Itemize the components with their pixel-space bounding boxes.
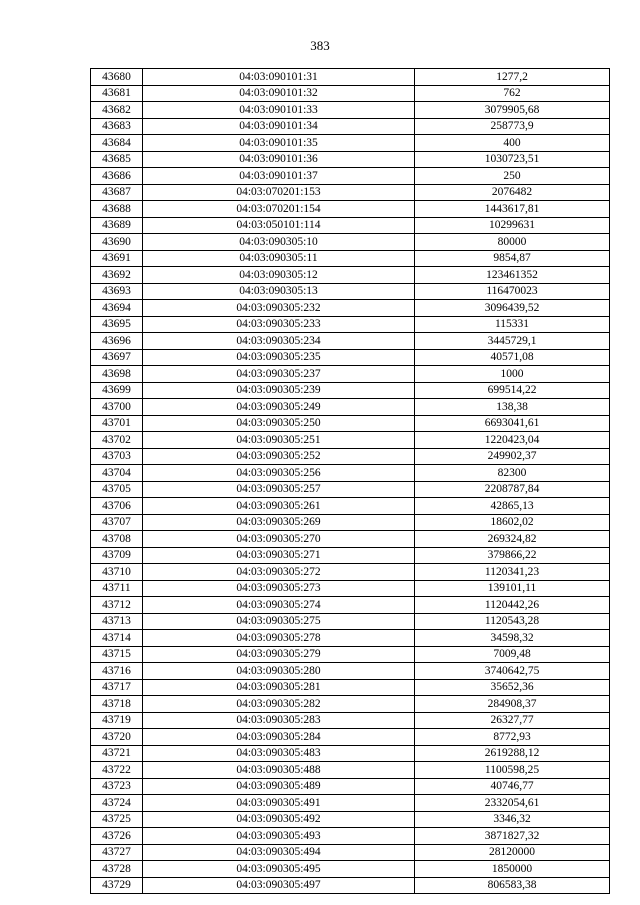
table-row <box>91 597 610 614</box>
row-number-cell: 43708 <box>91 531 143 548</box>
cadastral-number-cell: 04:03:090305:239 <box>143 382 415 399</box>
table-row <box>91 663 610 680</box>
cadastral-number-cell: 04:03:090101:37 <box>143 168 415 185</box>
row-number-cell: 43707 <box>91 514 143 531</box>
cadastral-number-cell: 04:03:090305:252 <box>143 448 415 465</box>
value-cell: 34598,32 <box>415 630 610 647</box>
value-cell: 1000 <box>415 366 610 383</box>
cadastral-number-cell: 04:03:090305:232 <box>143 300 415 317</box>
page-number: 383 <box>310 38 330 53</box>
cadastral-number-cell: 04:03:090305:234 <box>143 333 415 350</box>
row-number-cell: 43724 <box>91 795 143 812</box>
value-cell: 115331 <box>415 316 610 333</box>
value-cell: 1443617,81 <box>415 201 610 218</box>
value-cell: 249902,37 <box>415 448 610 465</box>
value-cell: 35652,36 <box>415 679 610 696</box>
table-row <box>91 448 610 465</box>
cadastral-number-cell: 04:03:090305:233 <box>143 316 415 333</box>
row-number-cell: 43720 <box>91 729 143 746</box>
value-cell: 138,38 <box>415 399 610 416</box>
cadastral-number-cell: 04:03:090305:250 <box>143 415 415 432</box>
row-number-cell: 43709 <box>91 547 143 564</box>
row-number-cell: 43682 <box>91 102 143 119</box>
row-number-cell: 43684 <box>91 135 143 152</box>
table-row <box>91 745 610 762</box>
table-row <box>91 217 610 234</box>
value-cell: 1850000 <box>415 861 610 878</box>
table-row <box>91 877 610 894</box>
table-row <box>91 844 610 861</box>
value-cell: 1120442,26 <box>415 597 610 614</box>
row-number-cell: 43714 <box>91 630 143 647</box>
table-row <box>91 861 610 878</box>
table-row <box>91 696 610 713</box>
value-cell: 379866,22 <box>415 547 610 564</box>
table-row <box>91 366 610 383</box>
row-number-cell: 43693 <box>91 283 143 300</box>
row-number-cell: 43713 <box>91 613 143 630</box>
cadastral-number-cell: 04:03:090305:278 <box>143 630 415 647</box>
row-number-cell: 43699 <box>91 382 143 399</box>
row-number-cell: 43704 <box>91 465 143 482</box>
table-row <box>91 399 610 416</box>
table-row <box>91 547 610 564</box>
row-number-cell: 43710 <box>91 564 143 581</box>
row-number-cell: 43729 <box>91 877 143 894</box>
row-number-cell: 43686 <box>91 168 143 185</box>
value-cell: 762 <box>415 85 610 102</box>
table-row <box>91 382 610 399</box>
row-number-cell: 43722 <box>91 762 143 779</box>
table-row <box>91 201 610 218</box>
table-row <box>91 564 610 581</box>
table-row <box>91 729 610 746</box>
table-row <box>91 679 610 696</box>
value-cell: 2619288,12 <box>415 745 610 762</box>
value-cell: 284908,37 <box>415 696 610 713</box>
cadastral-number-cell: 04:03:090305:271 <box>143 547 415 564</box>
row-number-cell: 43696 <box>91 333 143 350</box>
cadastral-number-cell: 04:03:090305:269 <box>143 514 415 531</box>
cadastral-number-cell: 04:03:090305:494 <box>143 844 415 861</box>
table-row <box>91 481 610 498</box>
cadastral-number-cell: 04:03:090101:32 <box>143 85 415 102</box>
value-cell: 6693041,61 <box>415 415 610 432</box>
table-row <box>91 283 610 300</box>
row-number-cell: 43692 <box>91 267 143 284</box>
table-row <box>91 184 610 201</box>
row-number-cell: 43728 <box>91 861 143 878</box>
table-row <box>91 349 610 366</box>
row-number-cell: 43726 <box>91 828 143 845</box>
value-cell: 1100598,25 <box>415 762 610 779</box>
table-row <box>91 828 610 845</box>
row-number-cell: 43711 <box>91 580 143 597</box>
table-row <box>91 333 610 350</box>
cadastral-table <box>90 68 610 894</box>
value-cell: 42865,13 <box>415 498 610 515</box>
cadastral-number-cell: 04:03:090305:249 <box>143 399 415 416</box>
row-number-cell: 43716 <box>91 663 143 680</box>
table-row <box>91 762 610 779</box>
cadastral-number-cell: 04:03:090305:274 <box>143 597 415 614</box>
cadastral-number-cell: 04:03:090305:495 <box>143 861 415 878</box>
table-row <box>91 432 610 449</box>
value-cell: 2076482 <box>415 184 610 201</box>
cadastral-number-cell: 04:03:090305:280 <box>143 663 415 680</box>
row-number-cell: 43717 <box>91 679 143 696</box>
row-number-cell: 43712 <box>91 597 143 614</box>
cadastral-number-cell: 04:03:090305:235 <box>143 349 415 366</box>
value-cell: 80000 <box>415 234 610 251</box>
row-number-cell: 43701 <box>91 415 143 432</box>
row-number-cell: 43725 <box>91 811 143 828</box>
cadastral-number-cell: 04:03:070201:153 <box>143 184 415 201</box>
table-row <box>91 613 610 630</box>
cadastral-number-cell: 04:03:090101:33 <box>143 102 415 119</box>
row-number-cell: 43702 <box>91 432 143 449</box>
value-cell: 269324,82 <box>415 531 610 548</box>
row-number-cell: 43688 <box>91 201 143 218</box>
value-cell: 8772,93 <box>415 729 610 746</box>
row-number-cell: 43680 <box>91 69 143 86</box>
table-row <box>91 712 610 729</box>
value-cell: 3096439,52 <box>415 300 610 317</box>
row-number-cell: 43691 <box>91 250 143 267</box>
value-cell: 18602,02 <box>415 514 610 531</box>
row-number-cell: 43683 <box>91 118 143 135</box>
value-cell: 1120543,28 <box>415 613 610 630</box>
value-cell: 1277,2 <box>415 69 610 86</box>
table-row <box>91 630 610 647</box>
cadastral-number-cell: 04:03:090305:491 <box>143 795 415 812</box>
value-cell: 2332054,61 <box>415 795 610 812</box>
cadastral-number-cell: 04:03:090305:284 <box>143 729 415 746</box>
cadastral-number-cell: 04:03:090305:279 <box>143 646 415 663</box>
row-number-cell: 43689 <box>91 217 143 234</box>
cadastral-number-cell: 04:03:090305:257 <box>143 481 415 498</box>
cadastral-number-cell: 04:03:090305:283 <box>143 712 415 729</box>
row-number-cell: 43697 <box>91 349 143 366</box>
value-cell: 40571,08 <box>415 349 610 366</box>
cadastral-number-cell: 04:03:090305:12 <box>143 267 415 284</box>
row-number-cell: 43705 <box>91 481 143 498</box>
value-cell: 806583,38 <box>415 877 610 894</box>
cadastral-number-cell: 04:03:090305:497 <box>143 877 415 894</box>
value-cell: 400 <box>415 135 610 152</box>
cadastral-number-cell: 04:03:090305:251 <box>143 432 415 449</box>
cadastral-number-cell: 04:03:090305:489 <box>143 778 415 795</box>
table-row <box>91 234 610 251</box>
row-number-cell: 43703 <box>91 448 143 465</box>
row-number-cell: 43698 <box>91 366 143 383</box>
value-cell: 82300 <box>415 465 610 482</box>
value-cell: 26327,77 <box>415 712 610 729</box>
row-number-cell: 43690 <box>91 234 143 251</box>
cadastral-number-cell: 04:03:090305:275 <box>143 613 415 630</box>
cadastral-number-cell: 04:03:090305:237 <box>143 366 415 383</box>
value-cell: 1030723,51 <box>415 151 610 168</box>
row-number-cell: 43723 <box>91 778 143 795</box>
cadastral-number-cell: 04:03:090305:10 <box>143 234 415 251</box>
value-cell: 123461352 <box>415 267 610 284</box>
table-row <box>91 498 610 515</box>
cadastral-number-cell: 04:03:090101:36 <box>143 151 415 168</box>
table-row <box>91 102 610 119</box>
value-cell: 40746,77 <box>415 778 610 795</box>
value-cell: 3871827,32 <box>415 828 610 845</box>
value-cell: 7009,48 <box>415 646 610 663</box>
cadastral-number-cell: 04:03:070201:154 <box>143 201 415 218</box>
cadastral-number-cell: 04:03:090305:261 <box>143 498 415 515</box>
row-number-cell: 43685 <box>91 151 143 168</box>
cadastral-number-cell: 04:03:090305:282 <box>143 696 415 713</box>
value-cell: 3346,32 <box>415 811 610 828</box>
value-cell: 699514,22 <box>415 382 610 399</box>
table-row <box>91 811 610 828</box>
cadastral-number-cell: 04:03:090101:35 <box>143 135 415 152</box>
table-row <box>91 795 610 812</box>
table-row <box>91 118 610 135</box>
value-cell: 28120000 <box>415 844 610 861</box>
row-number-cell: 43694 <box>91 300 143 317</box>
cadastral-number-cell: 04:03:090305:11 <box>143 250 415 267</box>
table-row <box>91 465 610 482</box>
row-number-cell: 43700 <box>91 399 143 416</box>
row-number-cell: 43727 <box>91 844 143 861</box>
value-cell: 250 <box>415 168 610 185</box>
row-number-cell: 43719 <box>91 712 143 729</box>
table-row <box>91 168 610 185</box>
table-row <box>91 415 610 432</box>
cadastral-number-cell: 04:03:090305:493 <box>143 828 415 845</box>
cadastral-number-cell: 04:03:090305:272 <box>143 564 415 581</box>
row-number-cell: 43681 <box>91 85 143 102</box>
value-cell: 3445729,1 <box>415 333 610 350</box>
row-number-cell: 43715 <box>91 646 143 663</box>
table-row <box>91 250 610 267</box>
table-row <box>91 267 610 284</box>
value-cell: 3079905,68 <box>415 102 610 119</box>
row-number-cell: 43695 <box>91 316 143 333</box>
table-row <box>91 646 610 663</box>
value-cell: 1220423,04 <box>415 432 610 449</box>
cadastral-number-cell: 04:03:090101:34 <box>143 118 415 135</box>
cadastral-number-cell: 04:03:050101:114 <box>143 217 415 234</box>
value-cell: 9854,87 <box>415 250 610 267</box>
cadastral-number-cell: 04:03:090305:488 <box>143 762 415 779</box>
cadastral-number-cell: 04:03:090305:256 <box>143 465 415 482</box>
value-cell: 1120341,23 <box>415 564 610 581</box>
value-cell: 2208787,84 <box>415 481 610 498</box>
row-number-cell: 43721 <box>91 745 143 762</box>
table-row <box>91 531 610 548</box>
table-row <box>91 151 610 168</box>
table-body <box>91 69 610 894</box>
table-row <box>91 135 610 152</box>
table-row <box>91 300 610 317</box>
row-number-cell: 43718 <box>91 696 143 713</box>
cadastral-number-cell: 04:03:090305:270 <box>143 531 415 548</box>
value-cell: 3740642,75 <box>415 663 610 680</box>
cadastral-number-cell: 04:03:090305:281 <box>143 679 415 696</box>
table-row <box>91 514 610 531</box>
table-row <box>91 85 610 102</box>
value-cell: 116470023 <box>415 283 610 300</box>
table-row <box>91 69 610 86</box>
value-cell: 258773,9 <box>415 118 610 135</box>
table-row <box>91 316 610 333</box>
value-cell: 10299631 <box>415 217 610 234</box>
cadastral-number-cell: 04:03:090305:492 <box>143 811 415 828</box>
cadastral-number-cell: 04:03:090305:483 <box>143 745 415 762</box>
cadastral-number-cell: 04:03:090305:13 <box>143 283 415 300</box>
cadastral-number-cell: 04:03:090101:31 <box>143 69 415 86</box>
row-number-cell: 43687 <box>91 184 143 201</box>
row-number-cell: 43706 <box>91 498 143 515</box>
table-row <box>91 580 610 597</box>
cadastral-number-cell: 04:03:090305:273 <box>143 580 415 597</box>
table-row <box>91 778 610 795</box>
value-cell: 139101,11 <box>415 580 610 597</box>
